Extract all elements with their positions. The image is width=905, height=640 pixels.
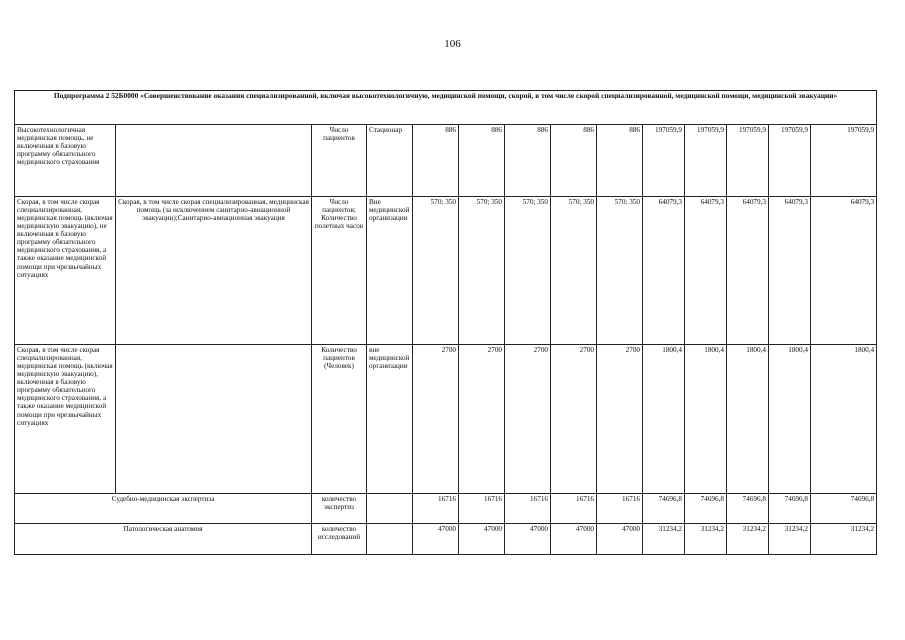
service-detail-cell — [116, 125, 312, 197]
volume-cell: 886 — [597, 125, 643, 197]
volume-cell: 2700 — [597, 345, 643, 494]
volume-cell: 16716 — [551, 494, 597, 524]
unit-cell: Число пациентов — [312, 125, 367, 197]
volume-cell: 886 — [505, 125, 551, 197]
service-detail-cell: Скорая, в том числе скорая специализированная, медицинская помощь (за исключением санитарно-авиационной эвакуации);Санитарно-авиационная эвакуация — [116, 197, 312, 345]
service-name-cell: Судебно-медицинская экспертиза — [15, 494, 312, 524]
volume-cell: 570; 350 — [597, 197, 643, 345]
cost-cell: 74696,8 — [685, 494, 727, 524]
cost-cell: 1800,4 — [769, 345, 811, 494]
volume-cell: 570; 350 — [505, 197, 551, 345]
cost-cell: 64079,3 — [727, 197, 769, 345]
condition-cell — [367, 494, 413, 524]
service-detail-cell — [116, 345, 312, 494]
cost-cell: 31234,2 — [811, 524, 877, 555]
cost-cell: 1800,4 — [643, 345, 685, 494]
table-row — [15, 494, 877, 524]
table-row — [15, 125, 877, 197]
cost-cell: 31234,2 — [727, 524, 769, 555]
cost-cell: 1800,4 — [685, 345, 727, 494]
service-name-cell: Скорая, в том числе скорая специализированная, медицинская помощь (включая медицинскую эвакуацию), не включенная в базовую программу обязательного медицинского страхования, а также оказание медицинской помощи при чрезвычайных ситуациях — [15, 197, 116, 345]
subprogram-title: Подпрограмма 2 52Б0000 «Совершенствование оказания специализированной, включая высокотехнологичную, медицинской помощи, скорой, в том числе скорой специализированной, медицинской помощи, медицинской эвакуации» — [15, 91, 877, 125]
unit-cell: количество экспертиз — [312, 494, 367, 524]
cost-cell: 197059,9 — [811, 125, 877, 197]
unit-cell: количество исследований — [312, 524, 367, 555]
cost-cell: 1800,4 — [727, 345, 769, 494]
cost-cell: 197059,9 — [727, 125, 769, 197]
table-row — [15, 524, 877, 555]
unit-cell: Число пациентов; Количество полетных часов — [312, 197, 367, 345]
volume-cell: 16716 — [597, 494, 643, 524]
volume-cell: 16716 — [459, 494, 505, 524]
volume-cell: 886 — [413, 125, 459, 197]
volume-cell: 16716 — [505, 494, 551, 524]
cost-cell: 64079,3 — [769, 197, 811, 345]
volume-cell: 2700 — [551, 345, 597, 494]
condition-cell: Стационар — [367, 125, 413, 197]
cost-cell: 31234,2 — [643, 524, 685, 555]
cost-cell: 64079,3 — [811, 197, 877, 345]
condition-cell: Вне медицинской организации — [367, 197, 413, 345]
volume-cell: 47000 — [459, 524, 505, 555]
cost-cell: 74696,8 — [769, 494, 811, 524]
condition-cell — [367, 524, 413, 555]
volume-cell: 47000 — [505, 524, 551, 555]
service-name-cell: Скорая, в том числе скорая специализированная, медицинская помощь (включая медицинскую эвакуацию), включенная в базовую программу обязательного медицинского страхования, а также оказание медицинской помощи при чрезвычайных ситуациях — [15, 345, 116, 494]
cost-cell: 197059,9 — [769, 125, 811, 197]
volume-cell: 570; 350 — [459, 197, 505, 345]
volume-cell: 886 — [459, 125, 505, 197]
volume-cell: 47000 — [597, 524, 643, 555]
volume-cell: 570; 350 — [551, 197, 597, 345]
volume-cell: 886 — [551, 125, 597, 197]
page-number: 106 — [444, 38, 461, 50]
table-row — [15, 197, 877, 345]
cost-cell: 197059,9 — [643, 125, 685, 197]
volume-cell: 47000 — [551, 524, 597, 555]
volume-cell: 2700 — [505, 345, 551, 494]
condition-cell: вне медицинской организации — [367, 345, 413, 494]
cost-cell: 31234,2 — [685, 524, 727, 555]
volume-cell: 570; 350 — [413, 197, 459, 345]
volume-cell: 47000 — [413, 524, 459, 555]
service-name-cell: Патологическая анатомия — [15, 524, 312, 555]
cost-cell: 197059,9 — [685, 125, 727, 197]
subprogram-table — [14, 90, 877, 555]
cost-cell: 1800,4 — [811, 345, 877, 494]
cost-cell: 31234,2 — [769, 524, 811, 555]
cost-cell: 74696,8 — [643, 494, 685, 524]
cost-cell: 64079,3 — [643, 197, 685, 345]
unit-cell: Количество пациентов (Человек) — [312, 345, 367, 494]
cost-cell: 74696,8 — [811, 494, 877, 524]
cost-cell: 64079,3 — [685, 197, 727, 345]
volume-cell: 2700 — [413, 345, 459, 494]
cost-cell: 74696,8 — [727, 494, 769, 524]
table-row — [15, 345, 877, 494]
service-name-cell: Высокотехнологичная медицинская помощь, не включенная в базовую программу обязательного медицинского страхования — [15, 125, 116, 197]
volume-cell: 2700 — [459, 345, 505, 494]
volume-cell: 16716 — [413, 494, 459, 524]
